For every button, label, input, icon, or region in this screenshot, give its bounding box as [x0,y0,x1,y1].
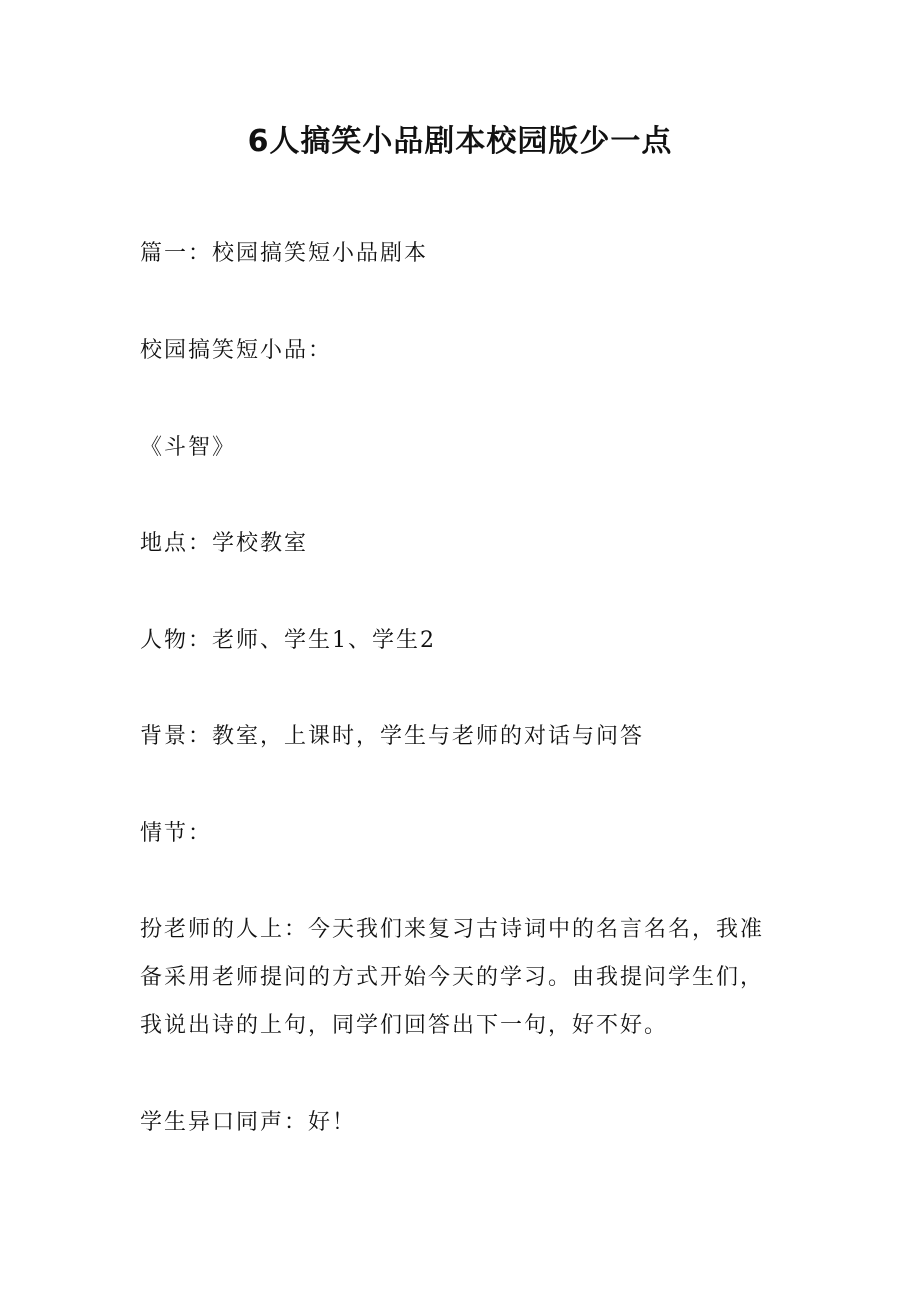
play-title: 《斗智》 [140,435,237,460]
characters-line: 人物：老师、学生1、学生2 [140,628,436,653]
section-heading: 篇一：校园搞笑短小品剧本 [140,241,429,266]
location-line: 地点：学校教室 [140,531,309,556]
dialogue-line: 扮老师的人上：今天我们来复习古诗词中的名言名名，我准 [140,917,765,942]
document-title: 6人搞笑小品剧本校园版少一点 [247,124,673,159]
subheading: 校园搞笑短小品： [140,338,333,363]
plot-label: 情节： [140,821,213,846]
students-reply: 学生异口同声：好！ [140,1110,357,1135]
dialogue-line: 我说出诗的上句，同学们回答出下一句，好不好。 [140,1013,669,1038]
dialogue-line: 备采用老师提问的方式开始今天的学习。由我提问学生们， [140,965,765,990]
background-line: 背景：教室，上课时，学生与老师的对话与问答 [140,724,645,749]
teacher-dialogue [140,906,800,1050]
